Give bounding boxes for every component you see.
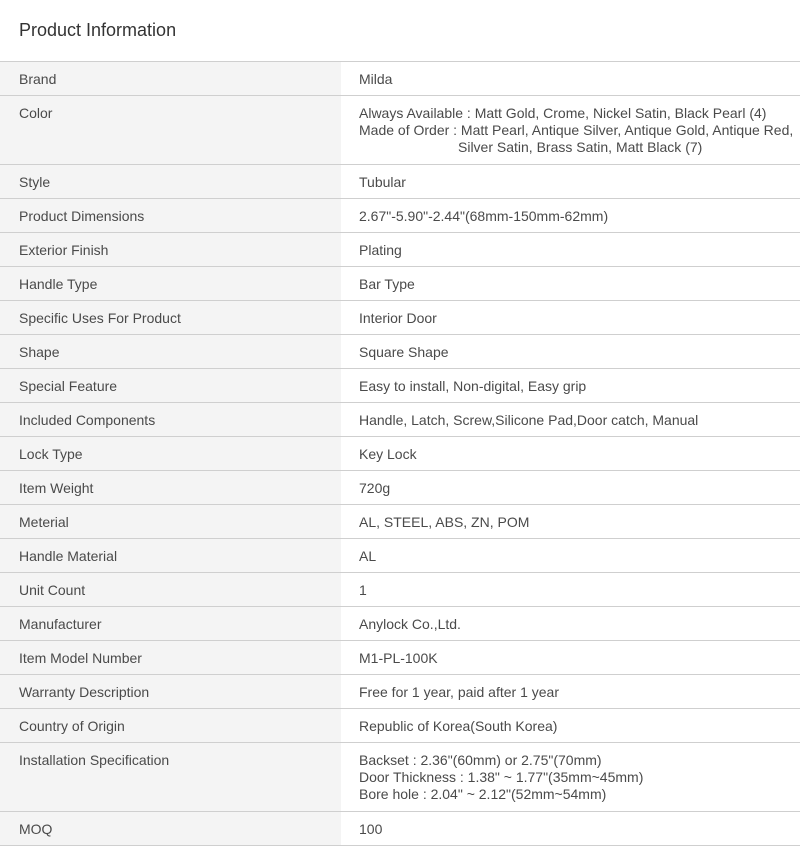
- row-label: Unit Count: [0, 573, 341, 607]
- table-row: [0, 607, 800, 641]
- table-row: [0, 505, 800, 539]
- table-row: [0, 62, 800, 96]
- row-label: Meterial: [0, 505, 341, 539]
- spec-line: Backset : 2.36"(60mm) or 2.75"(70mm): [359, 752, 602, 768]
- row-label: Style: [0, 165, 341, 199]
- row-label: Specific Uses For Product: [0, 301, 341, 335]
- spec-line: Bore hole : 2.04" ~ 2.12"(52mm~54mm): [359, 786, 607, 802]
- row-label: Handle Material: [0, 539, 341, 573]
- color-line: Always Available : Matt Gold, Crome, Nickel Satin, Black Pearl (4): [359, 105, 767, 121]
- row-label: Lock Type: [0, 437, 341, 471]
- row-label: Item Model Number: [0, 641, 341, 675]
- row-label: Product Dimensions: [0, 199, 341, 233]
- row-value: 100: [341, 812, 800, 846]
- row-value: AL, STEEL, ABS, ZN, POM: [341, 505, 800, 539]
- row-label: Special Feature: [0, 369, 341, 403]
- table-row: [0, 539, 800, 573]
- row-value: Anylock Co.,Ltd.: [341, 607, 800, 641]
- row-label: Shape: [0, 335, 341, 369]
- row-value: [341, 96, 800, 165]
- table-row: [0, 743, 800, 812]
- row-value: Key Lock: [341, 437, 800, 471]
- row-label: Brand: [0, 62, 341, 96]
- table-row: [0, 675, 800, 709]
- table-row: [0, 437, 800, 471]
- row-value: M1-PL-100K: [341, 641, 800, 675]
- table-row: [0, 641, 800, 675]
- product-info-table: [0, 61, 800, 846]
- row-label: Manufacturer: [0, 607, 341, 641]
- row-value: Square Shape: [341, 335, 800, 369]
- row-label: Color: [0, 96, 341, 165]
- page-title: Product Information: [19, 20, 177, 40]
- table-row: [0, 369, 800, 403]
- table-row: [0, 471, 800, 505]
- row-label: Warranty Description: [0, 675, 341, 709]
- row-label: Exterior Finish: [0, 233, 341, 267]
- table-row: [0, 403, 800, 437]
- row-value: Plating: [341, 233, 800, 267]
- row-value: Republic of Korea(South Korea): [341, 709, 800, 743]
- table-row: [0, 573, 800, 607]
- row-label: Country of Origin: [0, 709, 341, 743]
- table-row: [0, 199, 800, 233]
- row-label: Installation Specification: [0, 743, 341, 812]
- row-label: Handle Type: [0, 267, 341, 301]
- row-value: Handle, Latch, Screw,Silicone Pad,Door catch, Manual: [341, 403, 800, 437]
- row-value: Easy to install, Non-digital, Easy grip: [341, 369, 800, 403]
- row-label: Included Components: [0, 403, 341, 437]
- spec-line: Door Thickness : 1.38" ~ 1.77"(35mm~45mm): [359, 769, 644, 785]
- row-value: 2.67"-5.90"-2.44"(68mm-150mm-62mm): [341, 199, 800, 233]
- table-row: [0, 165, 800, 199]
- row-value: Interior Door: [341, 301, 800, 335]
- row-value: Milda: [341, 62, 800, 96]
- row-value: Bar Type: [341, 267, 800, 301]
- table-row: [0, 812, 800, 846]
- color-line: Made of Order : Matt Pearl, Antique Silver, Antique Gold, Antique Red,: [359, 122, 794, 138]
- table-row: [0, 335, 800, 369]
- row-value: 1: [341, 573, 800, 607]
- row-label: Item Weight: [0, 471, 341, 505]
- table-row: [0, 267, 800, 301]
- table-row: [0, 301, 800, 335]
- row-label: MOQ: [0, 812, 341, 846]
- table-row: [0, 709, 800, 743]
- color-line: Silver Satin, Brass Satin, Matt Black (7): [458, 139, 703, 155]
- row-value: AL: [341, 539, 800, 573]
- table-row: [0, 233, 800, 267]
- row-value: Free for 1 year, paid after 1 year: [341, 675, 800, 709]
- row-value: Tubular: [341, 165, 800, 199]
- row-value: [341, 743, 800, 812]
- row-value: 720g: [341, 471, 800, 505]
- table-row: [0, 96, 800, 165]
